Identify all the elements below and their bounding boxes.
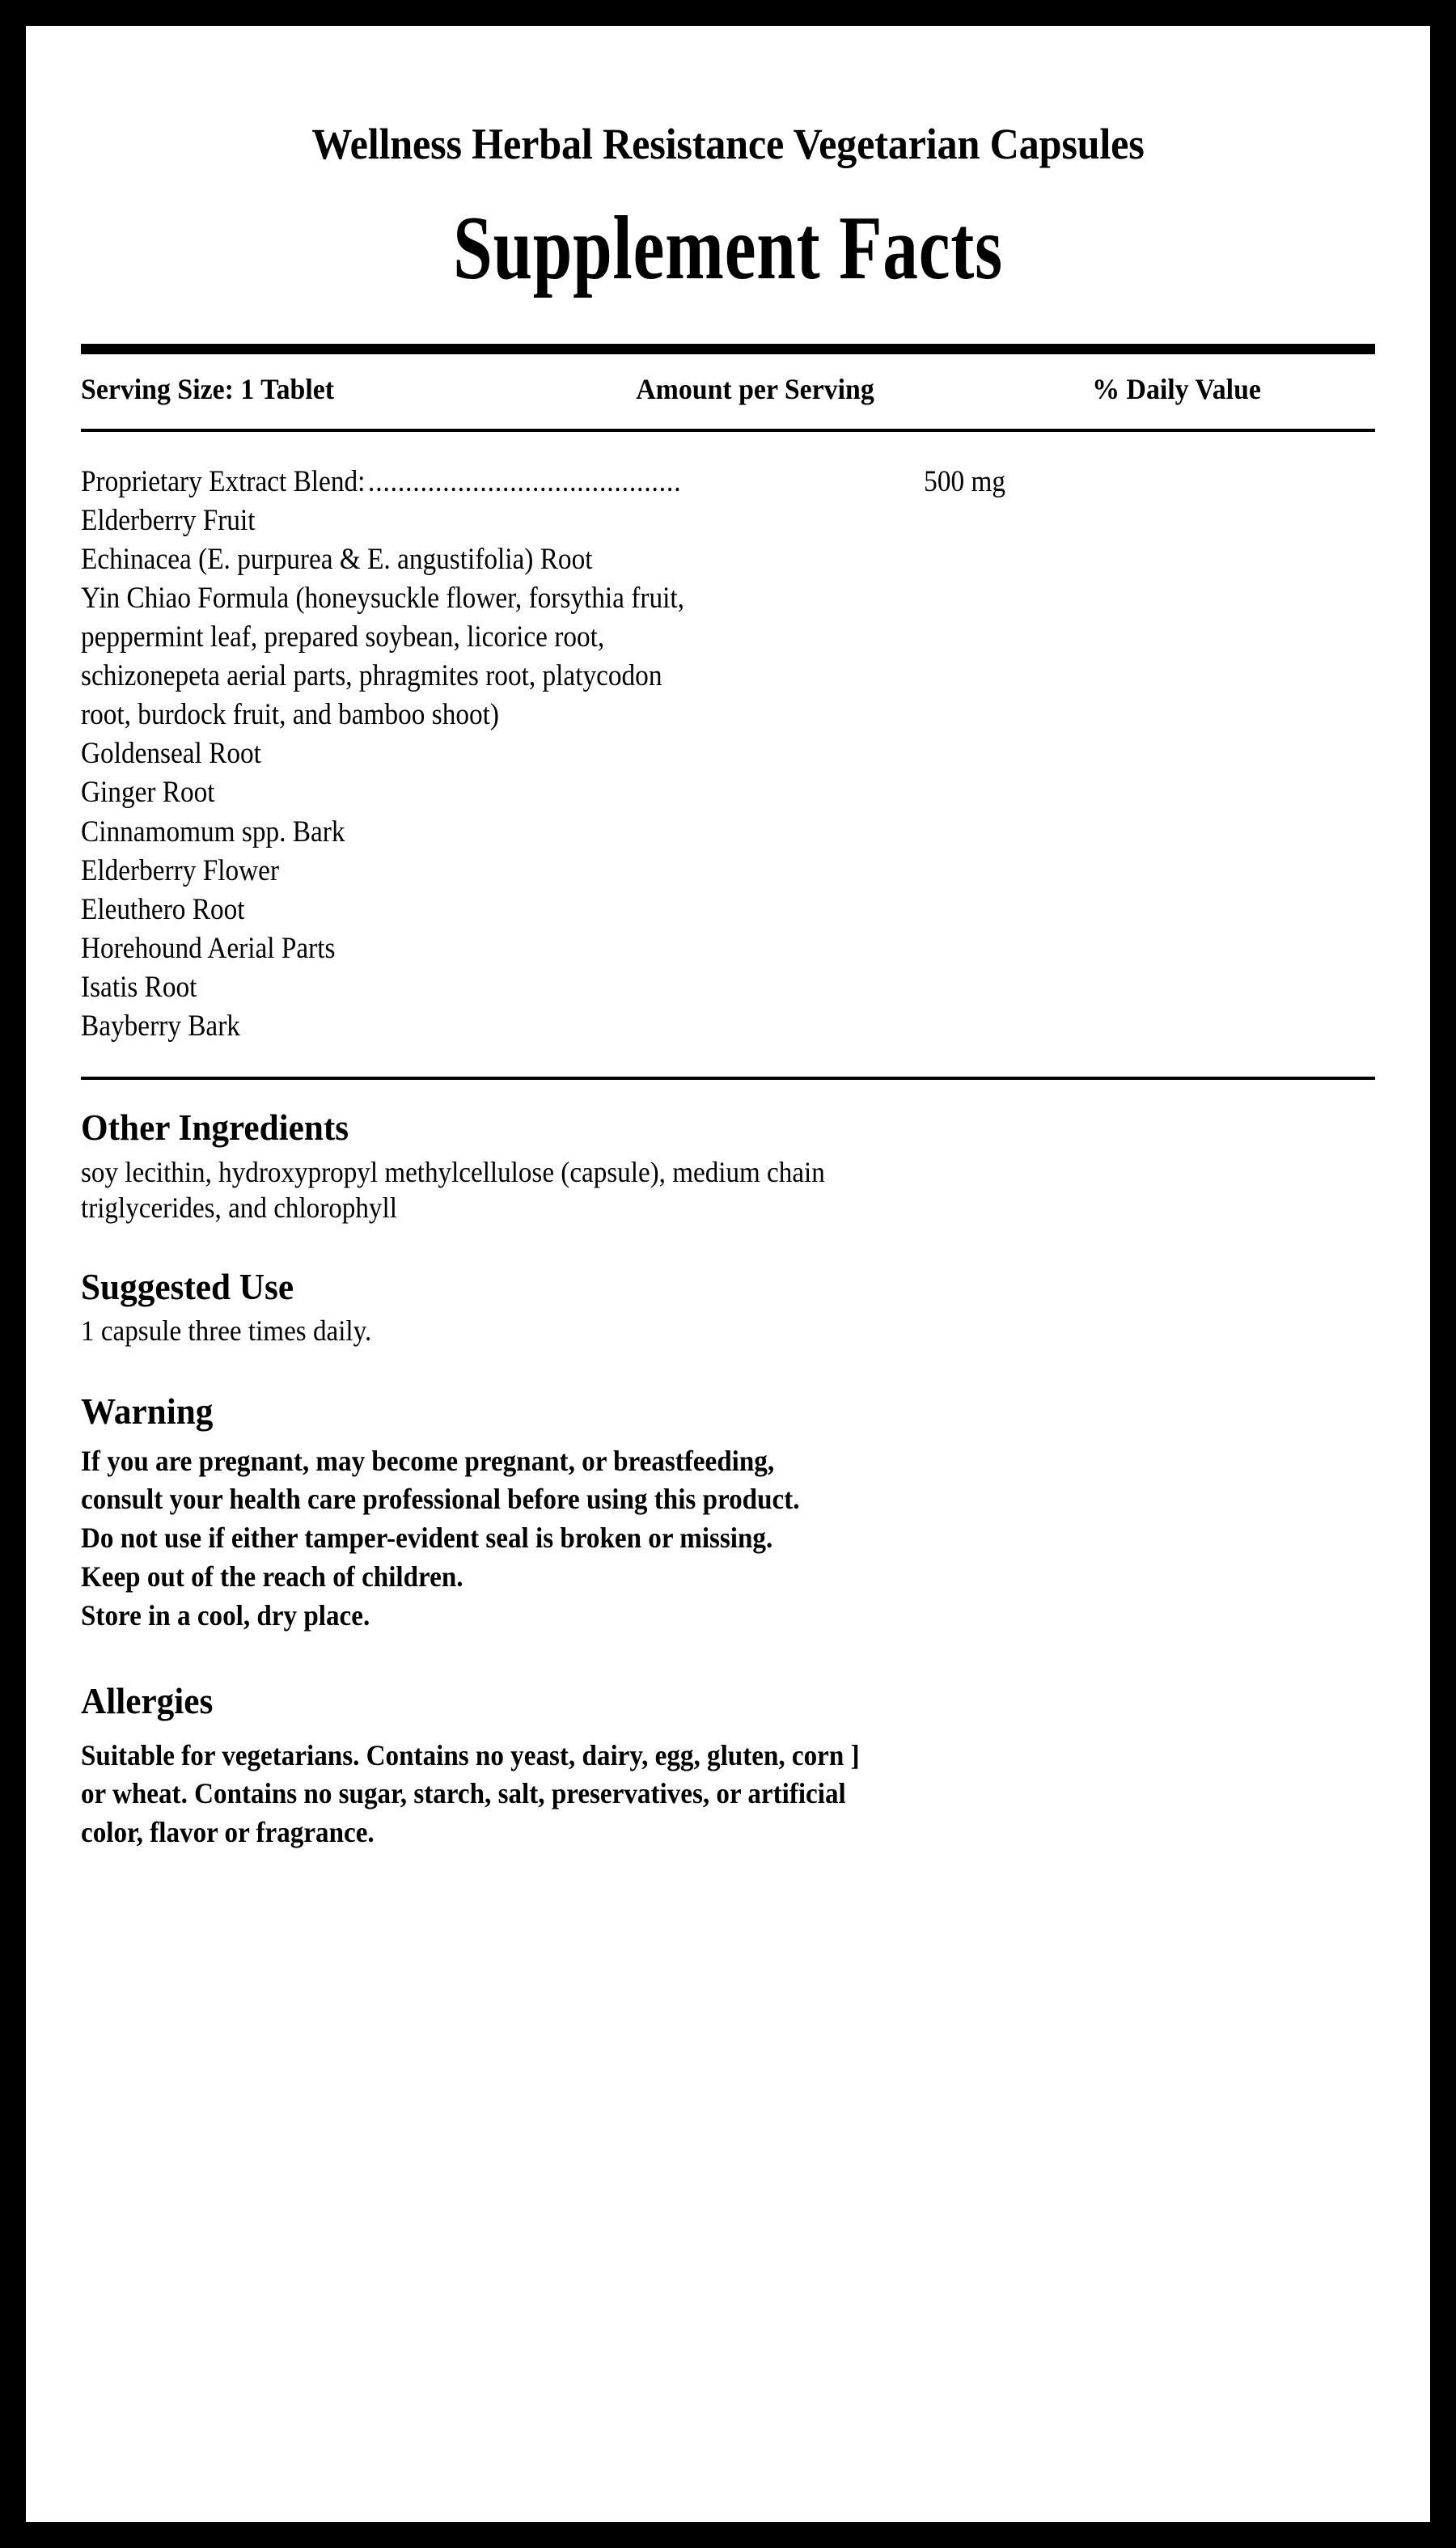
suggested-use-section xyxy=(81,1226,1375,1350)
ingredient-line: peppermint leaf, prepared soybean, licorice root, xyxy=(81,620,605,654)
ingredient-line: Elderberry Fruit xyxy=(81,503,256,537)
ingredient-line: Cinnamomum spp. Bark xyxy=(81,815,345,849)
text-line: Suitable for vegetarians. Contains no yeast, dairy, egg, gluten, corn ] xyxy=(81,1738,860,1771)
text-line: Keep out of the reach of children. xyxy=(81,1560,463,1594)
dot-leader: .......................................... xyxy=(367,464,682,498)
suggested-use-heading: Suggested Use xyxy=(81,1265,294,1307)
serving-size-label: Serving Size: 1 Tablet xyxy=(81,372,335,405)
ingredient-line: Isatis Root xyxy=(81,970,197,1004)
suggested-use-body xyxy=(81,1307,1272,1349)
percent-daily-value-label: % Daily Value xyxy=(1092,372,1261,405)
ingredient-line: Echinacea (E. purpurea & E. angustifolia) Root xyxy=(81,542,593,576)
text-line: color, flavor or fragrance. xyxy=(81,1816,375,1849)
proprietary-blend-amount: 500 mg xyxy=(924,464,1005,498)
amount-per-serving-label: Amount per Serving xyxy=(636,372,874,405)
ingredient-line: Horehound Aerial Parts xyxy=(81,931,336,965)
text-line: or wheat. Contains no sugar, starch, salt, preservatives, or artificial xyxy=(81,1777,846,1810)
text-line: consult your health care professional before using this product. xyxy=(81,1483,800,1516)
proprietary-blend-row xyxy=(81,463,1246,502)
text-line: If you are pregnant, may become pregnant, or breastfeeding, xyxy=(81,1444,775,1477)
allergies-heading: Allergies xyxy=(81,1679,214,1721)
text-line: Store in a cool, dry place. xyxy=(81,1599,370,1632)
ingredient-list xyxy=(81,432,1246,1059)
other-ingredients-section xyxy=(81,1080,1375,1225)
other-ingredients-heading: Other Ingredients xyxy=(81,1107,349,1149)
label-card xyxy=(26,26,1430,2522)
ingredient-line: Elderberry Flower xyxy=(81,853,280,887)
ingredient-line: Ginger Root xyxy=(81,776,215,810)
supplement-facts-heading: Supplement Facts xyxy=(453,197,1003,298)
ingredient-line: schizonepeta aerial parts, phragmites root, platycodon xyxy=(81,659,662,693)
text-line: 1 capsule three times daily. xyxy=(81,1314,372,1348)
text-line: soy lecithin, hydroxypropyl methylcellulose (capsule), medium chain xyxy=(81,1155,825,1188)
warning-body xyxy=(81,1433,1272,1636)
ingredient-line: Eleuthero Root xyxy=(81,892,245,926)
ingredient-lines xyxy=(81,502,1246,1046)
ingredient-line: Yin Chiao Formula (honeysuckle flower, forsythia fruit, xyxy=(81,581,684,615)
panel-top-rule xyxy=(81,344,1375,354)
allergies-section xyxy=(81,1636,1375,1852)
text-line: triglycerides, and chlorophyll xyxy=(81,1191,397,1224)
text-line: Do not use if either tamper-evident seal is broken or missing. xyxy=(81,1522,773,1555)
other-ingredients-body xyxy=(81,1149,1272,1226)
warning-heading: Warning xyxy=(81,1390,214,1432)
ingredient-line: Goldenseal Root xyxy=(81,737,261,771)
warning-section xyxy=(81,1349,1375,1636)
allergies-body xyxy=(81,1722,1272,1853)
product-title: Wellness Herbal Resistance Vegetarian Capsules xyxy=(311,120,1145,168)
facts-header-row xyxy=(81,354,1297,406)
ingredient-line: Bayberry Bark xyxy=(81,1009,240,1043)
proprietary-blend-name: Proprietary Extract Blend: xyxy=(81,464,366,498)
ingredient-line: root, burdock fruit, and bamboo shoot) xyxy=(81,698,499,732)
